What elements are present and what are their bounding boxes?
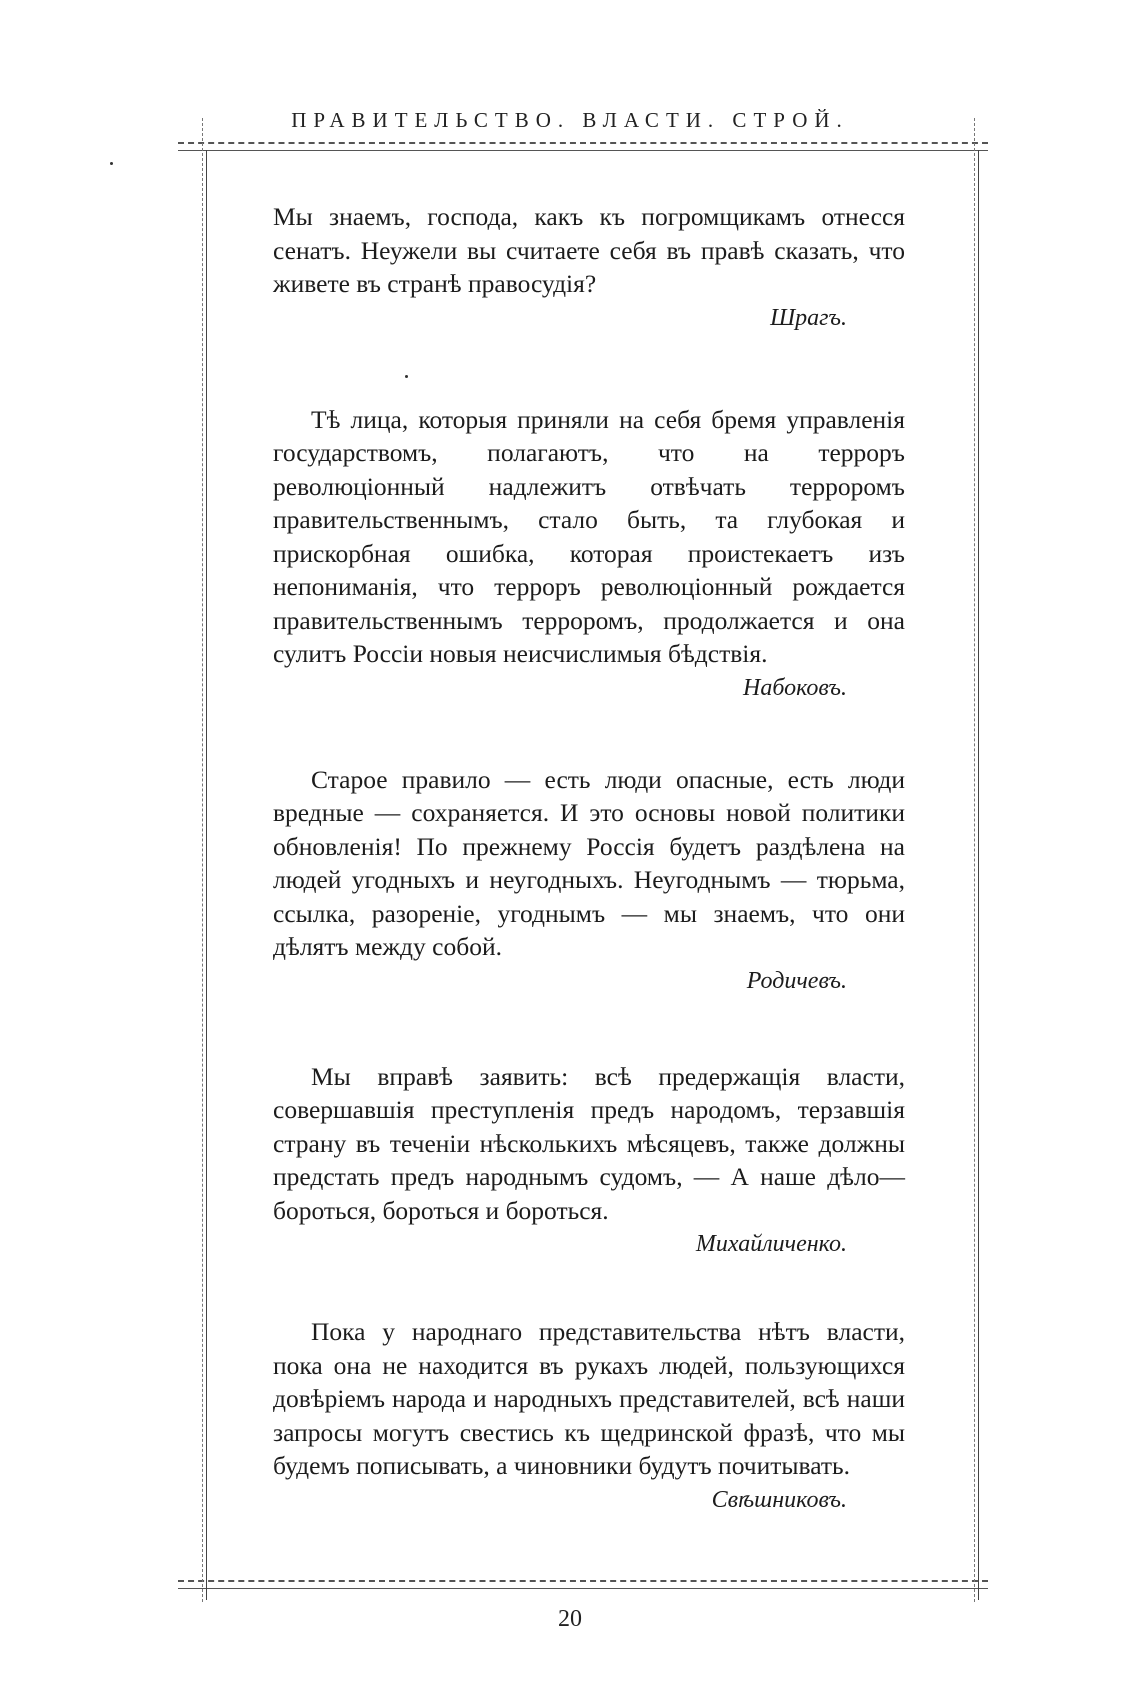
frame-left-outer [202,118,203,1602]
quote-block [273,763,905,998]
quote-author: Набоковъ. [743,674,847,701]
footer-rule-bottom [178,1588,988,1589]
quote-author: Родичевъ. [746,967,847,994]
quote-text: Тѣ лица, которыя приняли на себя бремя управленія государствомъ, полагаютъ, что на терроръ революціонный надлежитъ отвѣчать терроромъ правительственнымъ, стало быть, та глубокая и прискорбная ошибка, которая проистекаетъ изъ непониманія, что терроръ революціонный рождается правительственнымъ терроромъ, продолжается и она сулитъ Россіи новыя неисчислимыя бѣдствія. [273,404,905,668]
quote-block [273,200,905,335]
quote-text: Пока у народнаго представительства нѣтъ власти, пока она не находится въ рукахъ людей, пользующихся довѣріемъ народа и народныхъ представителей, всѣ наши запросы могутъ свестись къ щедринской фразѣ, что мы будемъ пописывать, а чиновники будутъ почитывать. [273,1317,905,1480]
quote-text: Старое правило — есть люди опасные, есть люди вредные — сохраняется. И это основы новой политики обновленія! По прежнему Россія будетъ раздѣлена на людей угодныхъ и неугодныхъ. Неугоднымъ — тюрьма, ссылка, разореніе, угоднымъ — мы знаемъ, что они дѣлятъ между собой. [273,764,905,961]
quote-block [273,1315,905,1517]
running-header: ПРАВИТЕЛЬСТВО. ВЛАСТИ. СТРОЙ. [291,108,849,132]
quote-block [273,1060,905,1262]
page-body [273,200,905,1517]
quote-author: Шрагъ. [770,304,847,331]
quote-block [273,403,905,705]
quote-text: Мы знаемъ, господа, какъ къ погромщикамъ отнесся сенатъ. Неужели вы считаете себя въ правѣ сказать, что живете въ странѣ правосудія? [273,202,905,298]
quote-text: Мы вправѣ заявить: всѣ предержащія власти, совершавшія преступленія предъ народомъ, терзавшія страну въ теченіи нѣсколькихъ мѣсяцевъ, также должны предстать предъ народнымъ судомъ, — А наше дѣло—бороться, бороться и бороться. [273,1061,905,1225]
quote-author: Свѣшниковъ. [711,1486,847,1513]
frame-right-outer [974,118,975,1602]
page-number: 20 [558,1606,582,1632]
quote-author: Михайличенко. [695,1231,847,1257]
header-rule-bottom [178,150,988,151]
frame-left-inner [206,150,207,1600]
header-rule-top [178,142,988,144]
print-speck [110,162,113,165]
footer-rule-top [178,1580,988,1582]
frame-right-inner [978,150,979,1600]
